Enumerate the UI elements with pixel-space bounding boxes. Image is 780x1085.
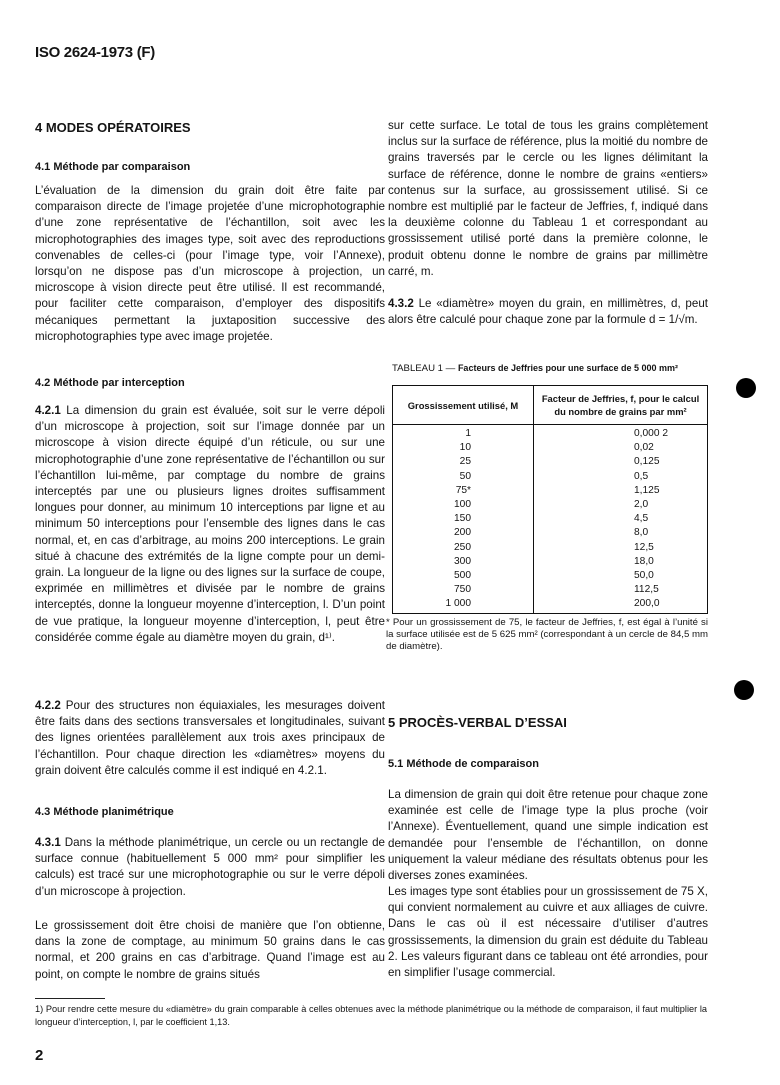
section-5-1-title: 5.1 Méthode de comparaison [388, 758, 539, 770]
section-4-2-2-number: 4.2.2 [35, 699, 61, 712]
table-row [393, 526, 708, 540]
cell-factor: 112,5 [534, 583, 708, 597]
table-1-note: * Pour un grossissement de 75, le facteur de Jeffries, f, est égal à l’unité si la surface utilisée est de 5 625 mm² (correspondant à un cercle de 84,5 mm de diamètre). [386, 617, 708, 652]
section-4-2-title: 4.2 Méthode par interception [35, 377, 185, 389]
section-4-2-1 [35, 403, 385, 646]
cell-magnification: 10 [393, 441, 534, 455]
section-4-1-text: L’évaluation de la dimension du grain doit être faite par comparaison directe de l’image projetée d’une microphotographie d’une zone représentative de l’échantillon, soit avec les microphotographies des images type, soit avec des reproductions convenables de celles-ci (pour l’image type, voir l’Annexe), lorsqu’on ne dispose pas d’un microscope à projection, un microscope à vision directe peut être utilisé. Il est recommandé, pour faciliter cette comparaison, d’employer des dispositifs mécaniques permettant la juxtaposition successive des microphotographies type avec image projetée. [35, 184, 385, 343]
table-row [393, 425, 708, 442]
punch-hole-icon [736, 378, 756, 398]
cell-magnification: 300 [393, 555, 534, 569]
table-1-title: Facteurs de Jeffries pour une surface de 5 000 mm² [457, 363, 679, 373]
table-row [393, 597, 708, 613]
section-4-3-1-text-2: Le grossissement doit être choisi de manière que l’on obtienne, dans la zone de comptage, au minimum 50 grains dans le cas normal, et 200 grains en cas d’arbitrage. Quand l’image est au point, on compte le nombre de grains situés [35, 919, 385, 981]
cell-factor: 0,5 [534, 470, 708, 484]
footnote-1: 1) Pour rendre cette mesure du «diamètre» du grain comparable à celles obtenues avec la méthode planimétrique ou la méthode de comparaison, il faut multiplier la longueur d’interception, l, par le coefficient 1,13. [35, 1004, 707, 1027]
cell-factor: 0,125 [534, 455, 708, 469]
table-row [393, 455, 708, 469]
cell-magnification: 1 000 [393, 597, 534, 613]
table-row [393, 583, 708, 597]
section-4-3-1-text: Dans la méthode planimétrique, un cercle ou un rectangle de surface connue (habituellement 5 000 mm² pour simplifier les calculs) est tracé sur une microphotographie ou sur le verre dépoli d’un microscope à projection. [35, 836, 385, 898]
section-4-2-2-text: Pour des structures non équiaxiales, les mesurages doivent être faits dans des sections transversales et longitudinales, suivant des lignes orientées parallèlement aux trois axes principaux de l’échantillon. Pour chaque direction les «diamètres» moyens du grain doivent être calculés comme il est indiqué en 4.2.1. [35, 699, 385, 777]
punch-hole-icon [734, 680, 754, 700]
cell-factor: 18,0 [534, 555, 708, 569]
table-header-row [393, 386, 708, 425]
table-row [393, 484, 708, 498]
cell-magnification: 250 [393, 541, 534, 555]
cell-magnification: 50 [393, 470, 534, 484]
section-4-2-1-text: La dimension du grain est évaluée, soit sur le verre dépoli d’un microscope à projection, soit sur l’image donnée par un microscope à vision directe équipé d’un réticule, ou sur une microphotographie d’une zone représentative de l’échantillon ou sur l’échantillon lui-même, par comptage du nombre de grains interceptés par une ou plusieurs lignes droites suffisamment longues pour donner, au minimum 10 interceptions par ligne et au minimum 50 interceptions pour l’ensemble des lignes dans le cas normal, et, en cas d’arbitrage, au moins 200 interceptions. Le grain situé à chacune des extrémités de la ligne compte pour un demi-grain. La longueur de la ligne ou des lignes sur la surface de coupe, exprimée en millimètres et divisée par le nombre de grains interceptés, donne la longueur moyenne d’interception, l. D’un point de vue pratique, la longueur moyenne d’interception, l, peut être considérée comme égale au diamètre moyen du grain, d¹⁾. [35, 404, 385, 644]
section-5-1-paragraph-1: La dimension de grain qui doit être retenue pour chaque zone examinée est celle de l’image type la plus proche (voir l’Annexe). Éventuellement, quand une simple indication est demandée pour l’ensemble de l’échantillon, on donne uniquement la valeur médiane des résultats obtenus pour les diverses zones examinées. [388, 788, 708, 883]
section-4-3-2 [388, 296, 708, 328]
cell-magnification: 750 [393, 583, 534, 597]
section-4-3-2-text: Le «diamètre» moyen du grain, en millimètres, d, peut alors être calculé pour chaque zone par la formule d = 1/√m. [388, 297, 708, 327]
table-1-label: TABLEAU 1 — [392, 363, 458, 374]
table-row [393, 470, 708, 484]
cell-factor: 1,125 [534, 484, 708, 498]
cell-factor: 8,0 [534, 526, 708, 540]
section-4-2-2 [35, 698, 385, 779]
cell-magnification: 100 [393, 498, 534, 512]
section-5-1-paragraph-2: Les images type sont établies pour un grossissement de 75 X, qui convient normalement au cuivre et aux alliages de cuivre. Dans le cas où il est nécessaire d’utiliser d’autres grossissements, la dimension du grain est déduite du Tableau 2. Les valeurs figurant dans ce tableau ont été arrondies, pour en simplifier l’usage commercial. [388, 885, 708, 980]
table-row [393, 569, 708, 583]
section-4-3-1 [35, 835, 385, 900]
cell-factor: 0,02 [534, 441, 708, 455]
cell-magnification: 1 [393, 425, 534, 442]
cell-factor: 200,0 [534, 597, 708, 613]
cell-factor: 12,5 [534, 541, 708, 555]
section-4-1-title: 4.1 Méthode par comparaison [35, 161, 191, 173]
cell-magnification: 150 [393, 512, 534, 526]
section-5-title: 5 PROCÈS-VERBAL D’ESSAI [388, 715, 567, 730]
column-header-magnification: Grossissement utilisé, M [393, 386, 534, 425]
table-row [393, 541, 708, 555]
column-header-jeffries-factor: Facteur de Jeffries, f, pour le calcul du nombre de grains par mm² [534, 386, 708, 425]
section-4-2-1-number: 4.2.1 [35, 404, 61, 417]
footnote-divider [35, 998, 105, 999]
table-row [393, 498, 708, 512]
page-number: 2 [35, 1047, 44, 1064]
document-id: ISO 2624-1973 (F) [35, 44, 155, 61]
table-row [393, 441, 708, 455]
cell-factor: 4,5 [534, 512, 708, 526]
section-4-3-2-number: 4.3.2 [388, 297, 414, 310]
cell-factor: 0,000 2 [534, 425, 708, 442]
section-4-3-title: 4.3 Méthode planimétrique [35, 806, 174, 818]
cell-factor: 2,0 [534, 498, 708, 512]
table-row [393, 512, 708, 526]
table-row [393, 555, 708, 569]
cell-magnification: 500 [393, 569, 534, 583]
cell-factor: 50,0 [534, 569, 708, 583]
table-1-caption [392, 363, 678, 374]
cell-magnification: 200 [393, 526, 534, 540]
cell-magnification: 75* [393, 484, 534, 498]
section-4-3-1-continued: sur cette surface. Le total de tous les grains complètement inclus sur la surface de référence, plus la moitié du nombre de grains traversés par le cercle ou les lignes délimitant la surface de référence, donne le nombre de grains «entiers» contenus sur la surface, au grossissement utilisé. Si ce nombre est multiplié par le facteur de Jeffries, f, indiqué dans la deuxième colonne du Tableau 1 et correspondant au grossissement utilisé porté dans la première colonne, le produit obtenu donne le nombre de grains par millimètre carré, m. [388, 119, 708, 278]
jeffries-table [392, 385, 708, 614]
cell-magnification: 25 [393, 455, 534, 469]
section-4-3-1-number: 4.3.1 [35, 836, 61, 849]
section-4-title: 4 MODES OPÉRATOIRES [35, 120, 191, 135]
